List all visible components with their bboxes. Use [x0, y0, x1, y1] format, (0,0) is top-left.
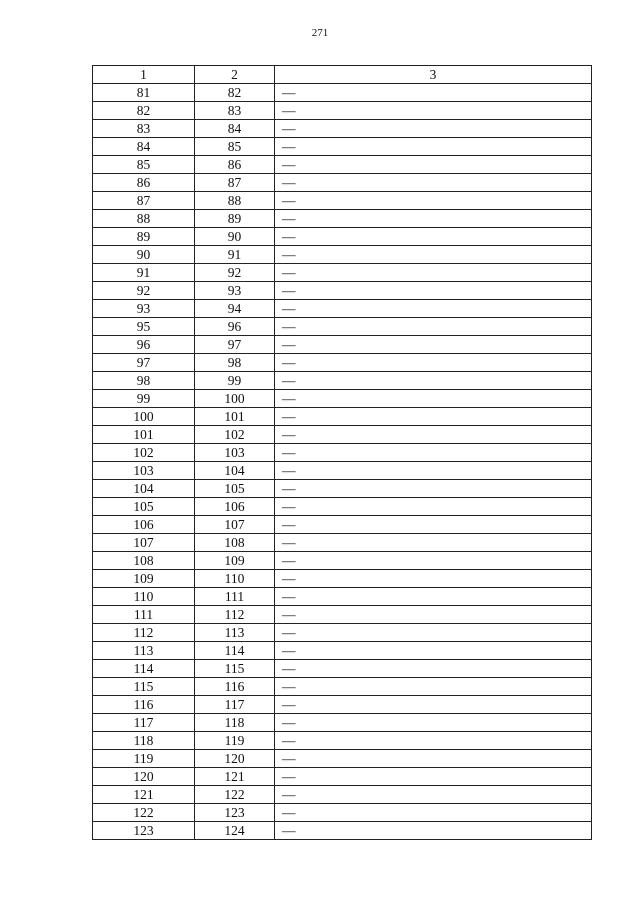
table-cell-col-2: 88 [195, 192, 275, 210]
table-cell-col-3: — [275, 174, 592, 192]
table-cell-col-2: 108 [195, 534, 275, 552]
table-cell-col-3: — [275, 120, 592, 138]
table-row [93, 678, 592, 696]
table-cell-col-3: — [275, 642, 592, 660]
table-cell-col-3: — [275, 444, 592, 462]
table-cell-col-1: 104 [93, 480, 195, 498]
table-cell-col-3: — [275, 732, 592, 750]
table-cell-col-3: — [275, 570, 592, 588]
table-cell-col-1: 84 [93, 138, 195, 156]
table-row [93, 624, 592, 642]
table-cell-col-3: — [275, 156, 592, 174]
table-cell-col-1: 87 [93, 192, 195, 210]
table-row [93, 354, 592, 372]
table-cell-col-1: 123 [93, 822, 195, 840]
table-cell-col-1: 112 [93, 624, 195, 642]
table-cell-col-2: 116 [195, 678, 275, 696]
table-cell-col-2: 112 [195, 606, 275, 624]
table-cell-col-1: 117 [93, 714, 195, 732]
table-row [93, 822, 592, 840]
table-cell-col-2: 121 [195, 768, 275, 786]
table-cell-col-2: 100 [195, 390, 275, 408]
table-cell-col-1: 89 [93, 228, 195, 246]
table-cell-col-1: 91 [93, 264, 195, 282]
table-row [93, 390, 592, 408]
table-cell-col-1: 81 [93, 84, 195, 102]
table-cell-col-2: 124 [195, 822, 275, 840]
table-cell-col-1: 88 [93, 210, 195, 228]
table-cell-col-3: — [275, 300, 592, 318]
column-header-3: 3 [275, 66, 592, 84]
table-cell-col-2: 120 [195, 750, 275, 768]
table-cell-col-3: — [275, 426, 592, 444]
table-row [93, 750, 592, 768]
table-cell-col-3: — [275, 138, 592, 156]
table-cell-col-1: 83 [93, 120, 195, 138]
table-cell-col-1: 110 [93, 588, 195, 606]
table-cell-col-1: 122 [93, 804, 195, 822]
column-header-2: 2 [195, 66, 275, 84]
table-cell-col-3: — [275, 714, 592, 732]
table-row [93, 210, 592, 228]
table-cell-col-1: 99 [93, 390, 195, 408]
table-row [93, 534, 592, 552]
table-cell-col-3: — [275, 660, 592, 678]
table-cell-col-3: — [275, 480, 592, 498]
table-cell-col-1: 113 [93, 642, 195, 660]
table-cell-col-1: 97 [93, 354, 195, 372]
table-row [93, 372, 592, 390]
table-cell-col-1: 115 [93, 678, 195, 696]
table-cell-col-2: 84 [195, 120, 275, 138]
table-cell-col-3: — [275, 786, 592, 804]
table-row [93, 516, 592, 534]
table-cell-col-1: 92 [93, 282, 195, 300]
table-cell-col-2: 98 [195, 354, 275, 372]
table-row [93, 426, 592, 444]
table-cell-col-2: 105 [195, 480, 275, 498]
table-cell-col-3: — [275, 84, 592, 102]
table-cell-col-2: 106 [195, 498, 275, 516]
table-cell-col-2: 123 [195, 804, 275, 822]
table-cell-col-3: — [275, 498, 592, 516]
table-cell-col-3: — [275, 408, 592, 426]
table-row [93, 192, 592, 210]
table-cell-col-1: 100 [93, 408, 195, 426]
table-cell-col-3: — [275, 372, 592, 390]
table-cell-col-3: — [275, 804, 592, 822]
table-row [93, 480, 592, 498]
table-row [93, 768, 592, 786]
table-cell-col-2: 93 [195, 282, 275, 300]
table-body [93, 84, 592, 840]
table-cell-col-1: 102 [93, 444, 195, 462]
table-cell-col-3: — [275, 462, 592, 480]
table-row [93, 642, 592, 660]
table-cell-col-2: 89 [195, 210, 275, 228]
table-cell-col-3: — [275, 552, 592, 570]
table-cell-col-2: 83 [195, 102, 275, 120]
table-cell-col-2: 99 [195, 372, 275, 390]
table-cell-col-3: — [275, 768, 592, 786]
table-cell-col-3: — [275, 210, 592, 228]
column-header-1: 1 [93, 66, 195, 84]
table-cell-col-3: — [275, 606, 592, 624]
table-cell-col-1: 118 [93, 732, 195, 750]
table-row [93, 264, 592, 282]
table-cell-col-3: — [275, 588, 592, 606]
table-cell-col-2: 119 [195, 732, 275, 750]
table-cell-col-1: 85 [93, 156, 195, 174]
table-cell-col-1: 106 [93, 516, 195, 534]
table-row [93, 120, 592, 138]
table-row [93, 462, 592, 480]
table-row [93, 174, 592, 192]
table-cell-col-3: — [275, 696, 592, 714]
table-cell-col-3: — [275, 390, 592, 408]
table-cell-col-3: — [275, 228, 592, 246]
table-cell-col-2: 97 [195, 336, 275, 354]
table-cell-col-2: 102 [195, 426, 275, 444]
table-cell-col-3: — [275, 282, 592, 300]
table-cell-col-2: 85 [195, 138, 275, 156]
table-cell-col-2: 94 [195, 300, 275, 318]
table-cell-col-2: 101 [195, 408, 275, 426]
table-cell-col-1: 95 [93, 318, 195, 336]
table-cell-col-3: — [275, 534, 592, 552]
table-row [93, 498, 592, 516]
table-row [93, 156, 592, 174]
table-cell-col-3: — [275, 516, 592, 534]
table-cell-col-2: 113 [195, 624, 275, 642]
table-row [93, 588, 592, 606]
table-row [93, 102, 592, 120]
table-cell-col-1: 114 [93, 660, 195, 678]
table-cell-col-2: 115 [195, 660, 275, 678]
table-cell-col-1: 108 [93, 552, 195, 570]
table-cell-col-1: 105 [93, 498, 195, 516]
table-cell-col-1: 90 [93, 246, 195, 264]
table-cell-col-2: 110 [195, 570, 275, 588]
table-cell-col-1: 120 [93, 768, 195, 786]
table-row [93, 282, 592, 300]
table-row [93, 714, 592, 732]
table-row [93, 660, 592, 678]
table-row [93, 444, 592, 462]
table-row [93, 336, 592, 354]
table-row [93, 804, 592, 822]
table-cell-col-1: 98 [93, 372, 195, 390]
table-cell-col-2: 91 [195, 246, 275, 264]
table-cell-col-3: — [275, 192, 592, 210]
table-row [93, 786, 592, 804]
table-cell-col-2: 92 [195, 264, 275, 282]
header-row [93, 66, 592, 84]
table-row [93, 300, 592, 318]
page-number: 271 [311, 27, 329, 39]
table-row [93, 408, 592, 426]
table-cell-col-2: 117 [195, 696, 275, 714]
table-cell-col-1: 82 [93, 102, 195, 120]
table-cell-col-3: — [275, 246, 592, 264]
table-cell-col-2: 107 [195, 516, 275, 534]
table-cell-col-1: 121 [93, 786, 195, 804]
table-cell-col-1: 86 [93, 174, 195, 192]
table-cell-col-3: — [275, 264, 592, 282]
table-cell-col-3: — [275, 750, 592, 768]
table-cell-col-1: 111 [93, 606, 195, 624]
table-row [93, 246, 592, 264]
table-row [93, 138, 592, 156]
table-row [93, 552, 592, 570]
table-row [93, 606, 592, 624]
table-cell-col-2: 86 [195, 156, 275, 174]
table-cell-col-1: 119 [93, 750, 195, 768]
table-cell-col-2: 111 [195, 588, 275, 606]
table-cell-col-1: 109 [93, 570, 195, 588]
table-cell-col-3: — [275, 102, 592, 120]
table-cell-col-1: 93 [93, 300, 195, 318]
table-cell-col-3: — [275, 678, 592, 696]
table-row [93, 696, 592, 714]
table-cell-col-1: 96 [93, 336, 195, 354]
table-row [93, 84, 592, 102]
table-cell-col-3: — [275, 354, 592, 372]
table-cell-col-2: 82 [195, 84, 275, 102]
table-cell-col-2: 87 [195, 174, 275, 192]
table-cell-col-2: 118 [195, 714, 275, 732]
table-cell-col-3: — [275, 318, 592, 336]
table-cell-col-1: 101 [93, 426, 195, 444]
table-row [93, 228, 592, 246]
table-row [93, 732, 592, 750]
table-cell-col-3: — [275, 624, 592, 642]
data-table [92, 65, 592, 840]
table-row [93, 318, 592, 336]
table-cell-col-2: 104 [195, 462, 275, 480]
table-cell-col-1: 103 [93, 462, 195, 480]
table-cell-col-2: 114 [195, 642, 275, 660]
table-cell-col-2: 103 [195, 444, 275, 462]
table-cell-col-1: 116 [93, 696, 195, 714]
table-cell-col-2: 96 [195, 318, 275, 336]
table-cell-col-1: 107 [93, 534, 195, 552]
table-cell-col-2: 122 [195, 786, 275, 804]
table-cell-col-3: — [275, 822, 592, 840]
table-cell-col-3: — [275, 336, 592, 354]
table-cell-col-2: 109 [195, 552, 275, 570]
table-header [93, 66, 592, 84]
table-row [93, 570, 592, 588]
table-cell-col-2: 90 [195, 228, 275, 246]
